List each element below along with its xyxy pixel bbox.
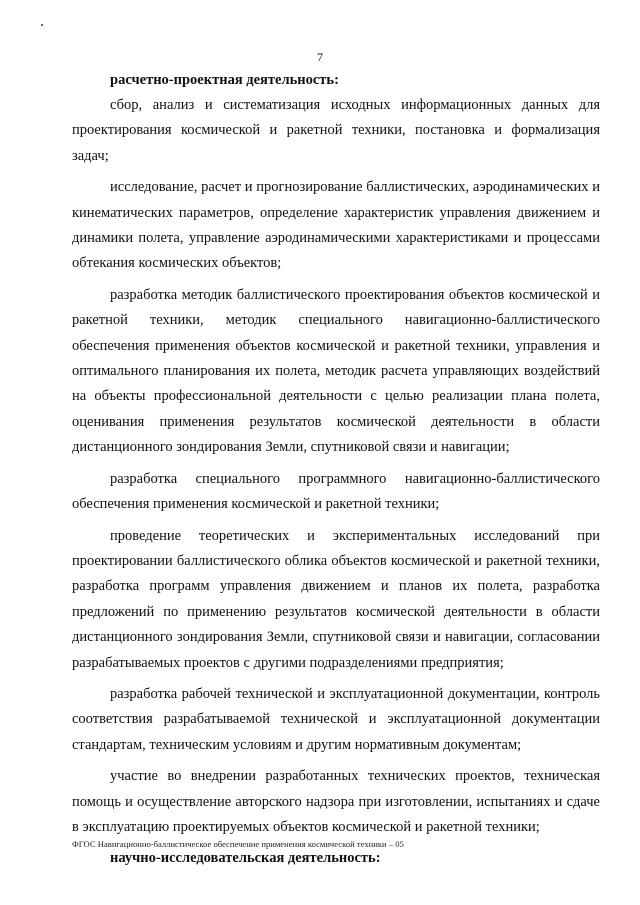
scan-speck xyxy=(41,24,43,26)
paragraph: исследование, расчет и прогнозирование баллистических, аэродинамических и кинематических параметров, определение характеристик управления движением и динамики полета, управление аэродинамическими характеристиками и процессами обтекания космических объектов; xyxy=(72,179,600,272)
paragraph: разработка специального программного навигационно-баллистического обеспечения применения космической и ракетной техники; xyxy=(72,470,600,513)
paragraph: разработка рабочей технической и эксплуатационной документации, контроль соответствия разрабатываемой технической и эксплуатационной документации стандартам, техническим условиям и другим нормативным документам; xyxy=(72,685,600,753)
paragraph: проведение теоретических и экспериментальных исследований при проектировании баллистического облика объектов космической и ракетной техники, разработка программ управления движением и планов их полета, разработка предложений по применению результатов космической деятельности в области дистанционного зондирования Земли, спутниковой связи и навигации, согласовании разрабатываемых проектов с другими подразделениями предприятия; xyxy=(72,527,600,671)
paragraph: участие во внедрении разработанных технических проектов, техническая помощь и осуществление авторского надзора при изготовлении, испытаниях и сдаче в эксплуатацию проектируемых объектов космической и ракетной техники; xyxy=(72,768,600,835)
page-body xyxy=(72,68,600,871)
paragraph: сбор, анализ и систематизация исходных информационных данных для проектирования космической и ракетной техники, постановка и формализация задач; xyxy=(72,97,600,164)
paragraph: разработка методик баллистического проектирования объектов космической и ракетной техники, методик специального навигационно-баллистического обеспечения применения объектов космической и ракетной техники, управления и оптимального планирования их полета, методик расчета управляющих воздействий на объекты профессиональной деятельности с целью реализации плана полета, оценивания применения результатов космической деятельности в области дистанционного зондирования Земли, спутниковой связи и навигации; xyxy=(72,286,600,456)
section-heading-research: научно-исследовательская деятельность: xyxy=(110,850,381,867)
page-footer: ФГОС Навигационно-баллистическое обеспечение применения космической техники – 05 xyxy=(72,839,404,849)
section-heading-design: расчетно-проектная деятельность: xyxy=(110,72,339,88)
page-number: 7 xyxy=(317,50,323,64)
